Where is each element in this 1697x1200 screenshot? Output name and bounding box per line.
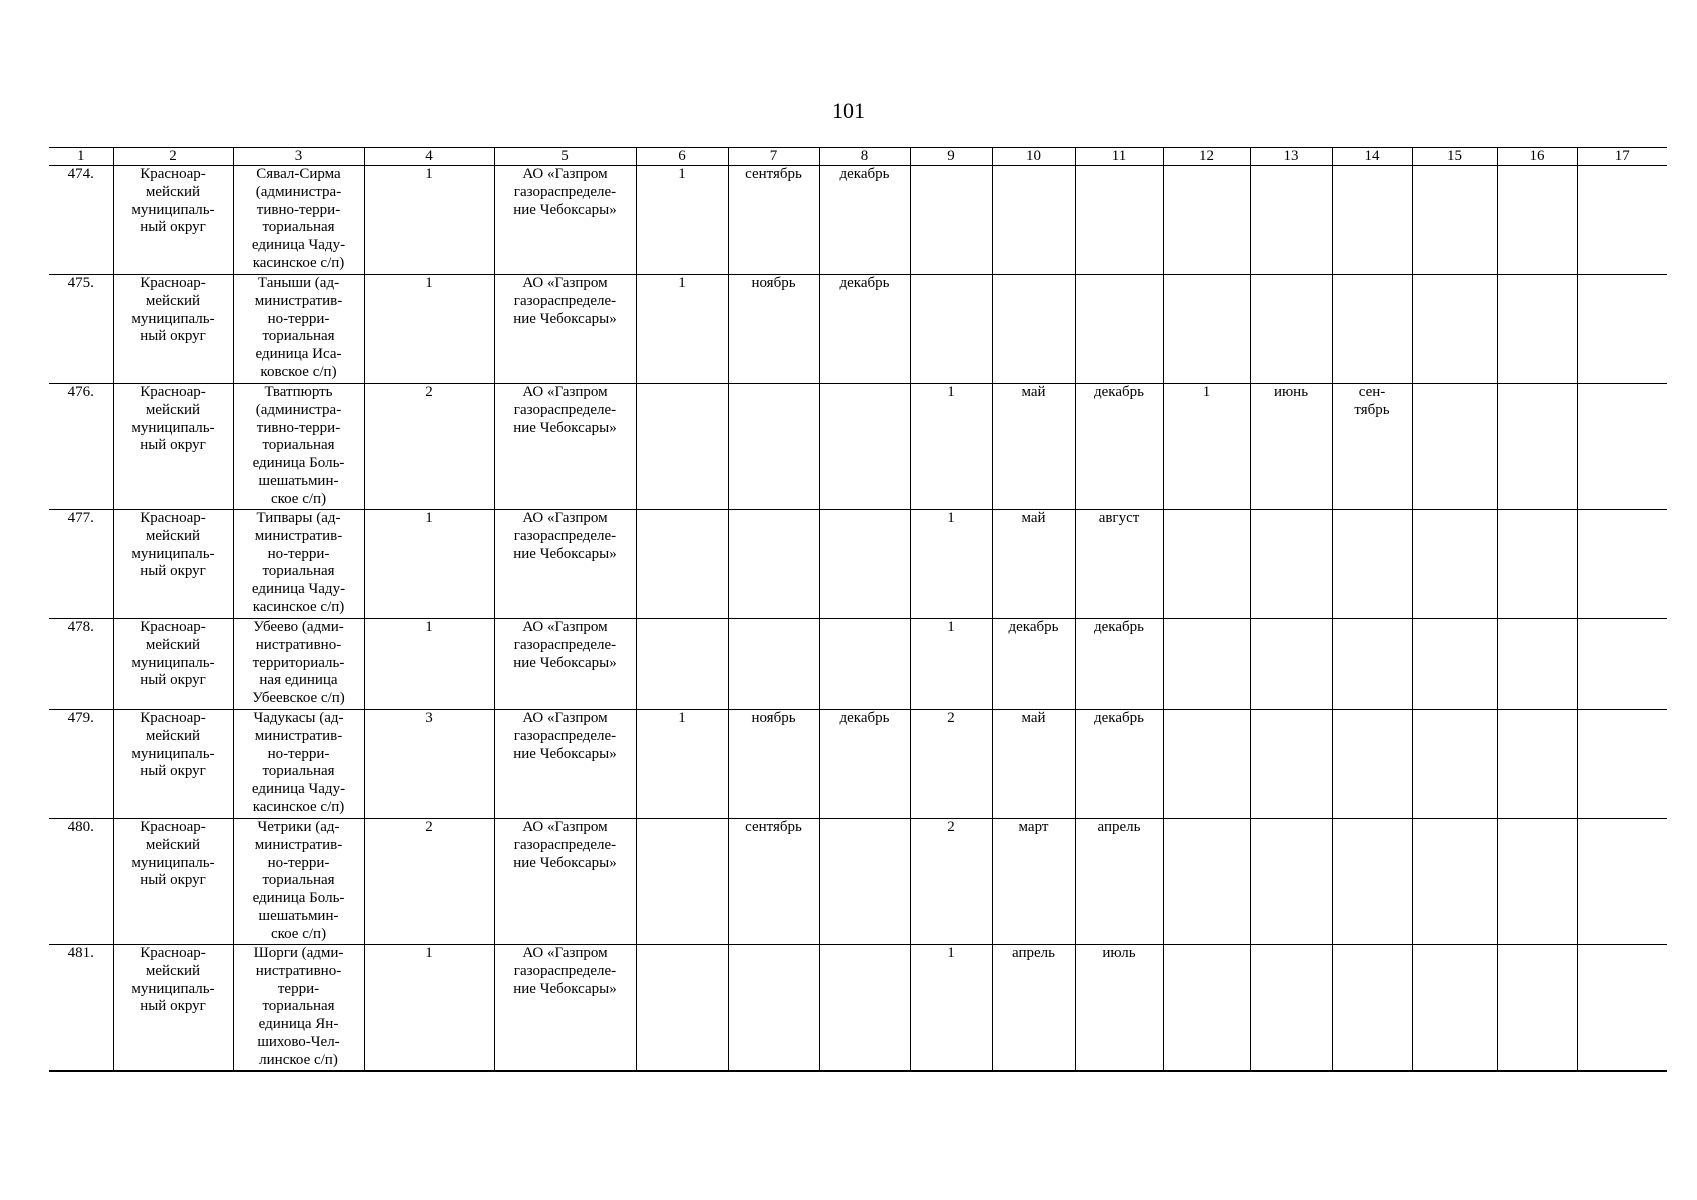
cell-col-9: 1 (910, 945, 992, 1071)
column-header-1: 1 (49, 148, 113, 166)
cell-col-16 (1497, 384, 1577, 510)
cell-line: АО «Газпром (522, 945, 608, 961)
cell-line: газораспределе- (513, 836, 617, 853)
column-header-6: 6 (636, 148, 728, 166)
cell-line: но-терри- (267, 745, 330, 762)
cell-col-14 (1332, 275, 1412, 384)
cell-line: министратив- (254, 727, 343, 744)
cell-line: ние Чебоксары» (513, 854, 617, 871)
cell-row-number: 477. (49, 510, 113, 619)
cell-line: мейский (145, 527, 201, 544)
cell-line: министратив- (254, 836, 343, 853)
cell-col-13 (1250, 510, 1332, 619)
cell-line: ние Чебоксары» (513, 310, 617, 327)
cell-organization (494, 619, 636, 710)
cell-district (113, 710, 233, 819)
column-header-2: 2 (113, 148, 233, 166)
cell-col-7: сентябрь (728, 166, 819, 275)
header-row (49, 148, 1667, 166)
cell-line: муниципаль- (131, 980, 215, 997)
cell-line: АО «Газпром (522, 619, 608, 635)
cell-line: АО «Газпром (522, 275, 608, 291)
cell-col-7 (728, 384, 819, 510)
column-header-8: 8 (819, 148, 910, 166)
table-row (49, 945, 1667, 1071)
cell-line: терри- (277, 980, 320, 997)
cell-col-15 (1412, 166, 1497, 275)
cell-settlement (233, 384, 364, 510)
cell-col-8 (819, 945, 910, 1071)
cell-line: газораспределе- (513, 636, 617, 653)
cell-organization (494, 945, 636, 1071)
cell-district (113, 619, 233, 710)
cell-line: мейский (145, 962, 201, 979)
cell-line: Убеевское с/п) (252, 690, 345, 707)
table-row (49, 710, 1667, 819)
cell-line: Типвары (ад- (256, 510, 341, 526)
cell-line: муниципаль- (131, 745, 215, 762)
column-header-12: 12 (1163, 148, 1250, 166)
cell-settlement (233, 619, 364, 710)
cell-line: единица Чаду- (251, 581, 346, 598)
cell-line: АО «Газпром (522, 819, 608, 835)
cell-line: но-терри- (267, 310, 330, 327)
cell-col-4: 1 (364, 619, 494, 710)
cell-col-8 (819, 619, 910, 710)
cell-line: единица Ян- (258, 1016, 339, 1033)
table-row (49, 384, 1667, 510)
cell-line: Шорги (адми- (253, 945, 344, 961)
cell-line: Красноар- (140, 619, 206, 635)
cell-col-12 (1163, 166, 1250, 275)
cell-col-8 (819, 384, 910, 510)
cell-col-16 (1497, 619, 1577, 710)
cell-col-12 (1163, 510, 1250, 619)
cell-col-9 (910, 275, 992, 384)
cell-line: ское с/п) (270, 925, 327, 942)
cell-col-11: август (1075, 510, 1163, 619)
cell-row-number: 476. (49, 384, 113, 510)
cell-col-15 (1412, 945, 1497, 1071)
cell-col-8 (819, 510, 910, 619)
cell-line: газораспределе- (513, 727, 617, 744)
cell-line: министратив- (254, 527, 343, 544)
cell-col-10: март (992, 819, 1075, 945)
cell-line: Красноар- (140, 166, 206, 182)
cell-line: газораспределе- (513, 401, 617, 418)
column-header-13: 13 (1250, 148, 1332, 166)
cell-line: ный округ (140, 998, 206, 1015)
cell-line: АО «Газпром (522, 710, 608, 726)
table-row (49, 619, 1667, 710)
cell-col-11: апрель (1075, 819, 1163, 945)
cell-line: министратив- (254, 292, 343, 309)
cell-line: тивно-терри- (256, 419, 341, 436)
cell-col-14 (1332, 710, 1412, 819)
cell-line: Тватпюрть (264, 384, 333, 400)
cell-line: АО «Газпром (522, 166, 608, 182)
cell-line: мейский (145, 836, 201, 853)
cell-line: муниципаль- (131, 201, 215, 218)
page-number: 101 (832, 98, 865, 123)
cell-settlement (233, 710, 364, 819)
cell-line: газораспределе- (513, 183, 617, 200)
cell-col-12 (1163, 819, 1250, 945)
cell-col-17 (1577, 275, 1667, 384)
cell-col-14 (1332, 945, 1412, 1071)
cell-settlement (233, 275, 364, 384)
cell-line: ный округ (140, 872, 206, 889)
cell-col-15 (1412, 275, 1497, 384)
cell-col-9: 1 (910, 510, 992, 619)
cell-line: нистративно- (255, 636, 342, 653)
cell-col-13 (1250, 710, 1332, 819)
cell-line: ный округ (140, 219, 206, 236)
cell-col-8 (819, 819, 910, 945)
cell-col-7: сентябрь (728, 819, 819, 945)
cell-col-6: 1 (636, 275, 728, 384)
cell-line: муниципаль- (131, 310, 215, 327)
cell-organization (494, 384, 636, 510)
cell-line: ние Чебоксары» (513, 545, 617, 562)
cell-col-16 (1497, 166, 1577, 275)
cell-line: мейский (145, 183, 201, 200)
cell-col-12 (1163, 619, 1250, 710)
cell-line: муниципаль- (131, 419, 215, 436)
cell-col-11 (1075, 166, 1163, 275)
cell-line: Красноар- (140, 510, 206, 526)
cell-line: Красноар- (140, 275, 206, 291)
cell-line: Красноар- (140, 945, 206, 961)
cell-col-15 (1412, 710, 1497, 819)
cell-col-13 (1250, 945, 1332, 1071)
cell-line: единица Боль- (252, 890, 345, 907)
cell-row-number: 481. (49, 945, 113, 1071)
cell-district (113, 945, 233, 1071)
cell-line: ный округ (140, 328, 206, 345)
cell-line: ториальная (262, 563, 335, 580)
cell-col-9: 2 (910, 710, 992, 819)
cell-line: ние Чебоксары» (513, 201, 617, 218)
cell-col-10 (992, 166, 1075, 275)
cell-col-12 (1163, 945, 1250, 1071)
cell-line: нистративно- (255, 962, 342, 979)
cell-line: ный округ (140, 672, 206, 689)
cell-line: единица Иса- (255, 346, 342, 363)
table-row (49, 166, 1667, 275)
column-header-7: 7 (728, 148, 819, 166)
cell-line: но-терри- (267, 545, 330, 562)
cell-row-number: 478. (49, 619, 113, 710)
cell-col-17 (1577, 384, 1667, 510)
cell-col-6 (636, 819, 728, 945)
cell-line: сен- (1358, 384, 1386, 400)
cell-col-10 (992, 275, 1075, 384)
cell-col-16 (1497, 945, 1577, 1071)
cell-col-6: 1 (636, 710, 728, 819)
cell-col-6: 1 (636, 166, 728, 275)
cell-line: ториальная (262, 437, 335, 454)
cell-line: мейский (145, 401, 201, 418)
cell-line: Четрики (ад- (257, 819, 340, 835)
cell-col-9: 1 (910, 384, 992, 510)
cell-col-9: 2 (910, 819, 992, 945)
cell-line: тивно-терри- (256, 201, 341, 218)
cell-line: шешатьмин- (258, 907, 339, 924)
cell-col-6 (636, 945, 728, 1071)
cell-district (113, 819, 233, 945)
cell-line: АО «Газпром (522, 384, 608, 400)
cell-row-number: 474. (49, 166, 113, 275)
cell-col-7: ноябрь (728, 710, 819, 819)
cell-col-10: май (992, 384, 1075, 510)
column-header-17: 17 (1577, 148, 1667, 166)
cell-col-7 (728, 619, 819, 710)
cell-line: ториальная (262, 219, 335, 236)
cell-line: ториальная (262, 872, 335, 889)
column-header-15: 15 (1412, 148, 1497, 166)
cell-line: ный округ (140, 437, 206, 454)
cell-row-number: 480. (49, 819, 113, 945)
cell-line: Убеево (адми- (253, 619, 344, 635)
cell-col-4: 1 (364, 510, 494, 619)
cell-line: газораспределе- (513, 292, 617, 309)
cell-line: АО «Газпром (522, 510, 608, 526)
column-header-5: 5 (494, 148, 636, 166)
column-header-3: 3 (233, 148, 364, 166)
cell-col-14 (1332, 619, 1412, 710)
cell-col-16 (1497, 819, 1577, 945)
cell-line: Таныши (ад- (257, 275, 340, 291)
cell-col-16 (1497, 275, 1577, 384)
column-header-16: 16 (1497, 148, 1577, 166)
cell-district (113, 510, 233, 619)
cell-line: тябрь (1354, 401, 1390, 418)
cell-col-11 (1075, 275, 1163, 384)
cell-col-15 (1412, 384, 1497, 510)
cell-line: ние Чебоксары» (513, 654, 617, 671)
cell-line: шешатьмин- (258, 472, 339, 489)
cell-col-11: декабрь (1075, 384, 1163, 510)
cell-line: ный округ (140, 563, 206, 580)
cell-col-17 (1577, 166, 1667, 275)
cell-col-13 (1250, 819, 1332, 945)
cell-line: шихово-Чел- (257, 1033, 340, 1050)
cell-col-13 (1250, 166, 1332, 275)
cell-col-9 (910, 166, 992, 275)
cell-line: ториальная (262, 763, 335, 780)
cell-col-7: ноябрь (728, 275, 819, 384)
cell-settlement (233, 945, 364, 1071)
cell-col-6 (636, 384, 728, 510)
table-row (49, 819, 1667, 945)
cell-col-8: декабрь (819, 166, 910, 275)
cell-line: Красноар- (140, 819, 206, 835)
cell-row-number: 475. (49, 275, 113, 384)
cell-line: мейский (145, 636, 201, 653)
cell-line: но-терри- (267, 854, 330, 871)
cell-col-4: 1 (364, 275, 494, 384)
cell-col-7 (728, 510, 819, 619)
cell-col-15 (1412, 819, 1497, 945)
column-header-4: 4 (364, 148, 494, 166)
cell-organization (494, 166, 636, 275)
cell-col-4: 2 (364, 819, 494, 945)
cell-col-11: декабрь (1075, 710, 1163, 819)
cell-col-8: декабрь (819, 275, 910, 384)
cell-col-4: 3 (364, 710, 494, 819)
cell-line: Чадукасы (ад- (253, 710, 344, 726)
cell-col-17 (1577, 819, 1667, 945)
cell-settlement (233, 819, 364, 945)
cell-col-10: апрель (992, 945, 1075, 1071)
cell-line: касинское с/п) (252, 598, 345, 615)
cell-line: муниципаль- (131, 654, 215, 671)
cell-line: касинское с/п) (252, 798, 345, 815)
cell-line: мейский (145, 727, 201, 744)
cell-col-11: июль (1075, 945, 1163, 1071)
cell-col-15 (1412, 510, 1497, 619)
cell-line: муниципаль- (131, 854, 215, 871)
cell-col-7 (728, 945, 819, 1071)
cell-line: ториальная (262, 328, 335, 345)
cell-col-4: 1 (364, 166, 494, 275)
cell-line: газораспределе- (513, 962, 617, 979)
cell-col-12 (1163, 275, 1250, 384)
cell-district (113, 384, 233, 510)
cell-line: ная единица (259, 672, 338, 689)
cell-line: ториальная (262, 998, 335, 1015)
cell-organization (494, 819, 636, 945)
cell-col-6 (636, 619, 728, 710)
cell-line: линское с/п) (259, 1051, 338, 1068)
column-header-14: 14 (1332, 148, 1412, 166)
cell-line: Сявал-Сирма (256, 166, 341, 182)
cell-organization (494, 510, 636, 619)
cell-col-10: май (992, 710, 1075, 819)
table-row (49, 510, 1667, 619)
cell-line: ние Чебоксары» (513, 419, 617, 436)
cell-line: (администра- (255, 401, 342, 418)
cell-col-16 (1497, 510, 1577, 619)
table-body (49, 166, 1667, 1071)
cell-col-4: 2 (364, 384, 494, 510)
column-header-10: 10 (992, 148, 1075, 166)
cell-organization (494, 710, 636, 819)
cell-col-8: декабрь (819, 710, 910, 819)
cell-col-11: декабрь (1075, 619, 1163, 710)
cell-line: единица Чаду- (251, 781, 346, 798)
cell-line: ние Чебоксары» (513, 980, 617, 997)
cell-line: газораспределе- (513, 527, 617, 544)
cell-settlement (233, 510, 364, 619)
cell-line: единица Боль- (252, 455, 345, 472)
cell-line: Красноар- (140, 384, 206, 400)
cell-col-10: май (992, 510, 1075, 619)
cell-line: ковское с/п) (260, 363, 337, 380)
cell-col-13 (1250, 275, 1332, 384)
column-header-9: 9 (910, 148, 992, 166)
cell-line: ный округ (140, 763, 206, 780)
cell-col-13 (1250, 619, 1332, 710)
cell-col-14 (1332, 510, 1412, 619)
cell-line: территориаль- (252, 654, 345, 671)
cell-col-10: декабрь (992, 619, 1075, 710)
cell-col-13: июнь (1250, 384, 1332, 510)
cell-settlement (233, 166, 364, 275)
cell-col-17 (1577, 945, 1667, 1071)
cell-line: ние Чебоксары» (513, 745, 617, 762)
cell-col-4: 1 (364, 945, 494, 1071)
cell-col-12: 1 (1163, 384, 1250, 510)
cell-col-17 (1577, 510, 1667, 619)
column-header-11: 11 (1075, 148, 1163, 166)
cell-line: (администра- (255, 183, 342, 200)
cell-district (113, 275, 233, 384)
cell-line: ское с/п) (270, 490, 327, 507)
cell-col-16 (1497, 710, 1577, 819)
cell-line: мейский (145, 292, 201, 309)
cell-col-15 (1412, 619, 1497, 710)
cell-col-14 (1332, 384, 1412, 510)
table-row (49, 275, 1667, 384)
schedule-table (49, 147, 1667, 1072)
cell-col-9: 1 (910, 619, 992, 710)
cell-col-17 (1577, 710, 1667, 819)
cell-district (113, 166, 233, 275)
cell-col-17 (1577, 619, 1667, 710)
cell-col-14 (1332, 166, 1412, 275)
cell-col-14 (1332, 819, 1412, 945)
cell-row-number: 479. (49, 710, 113, 819)
cell-col-12 (1163, 710, 1250, 819)
cell-col-6 (636, 510, 728, 619)
cell-line: Красноар- (140, 710, 206, 726)
cell-line: единица Чаду- (251, 237, 346, 254)
cell-line: муниципаль- (131, 545, 215, 562)
cell-organization (494, 275, 636, 384)
cell-line: касинское с/п) (252, 254, 345, 271)
